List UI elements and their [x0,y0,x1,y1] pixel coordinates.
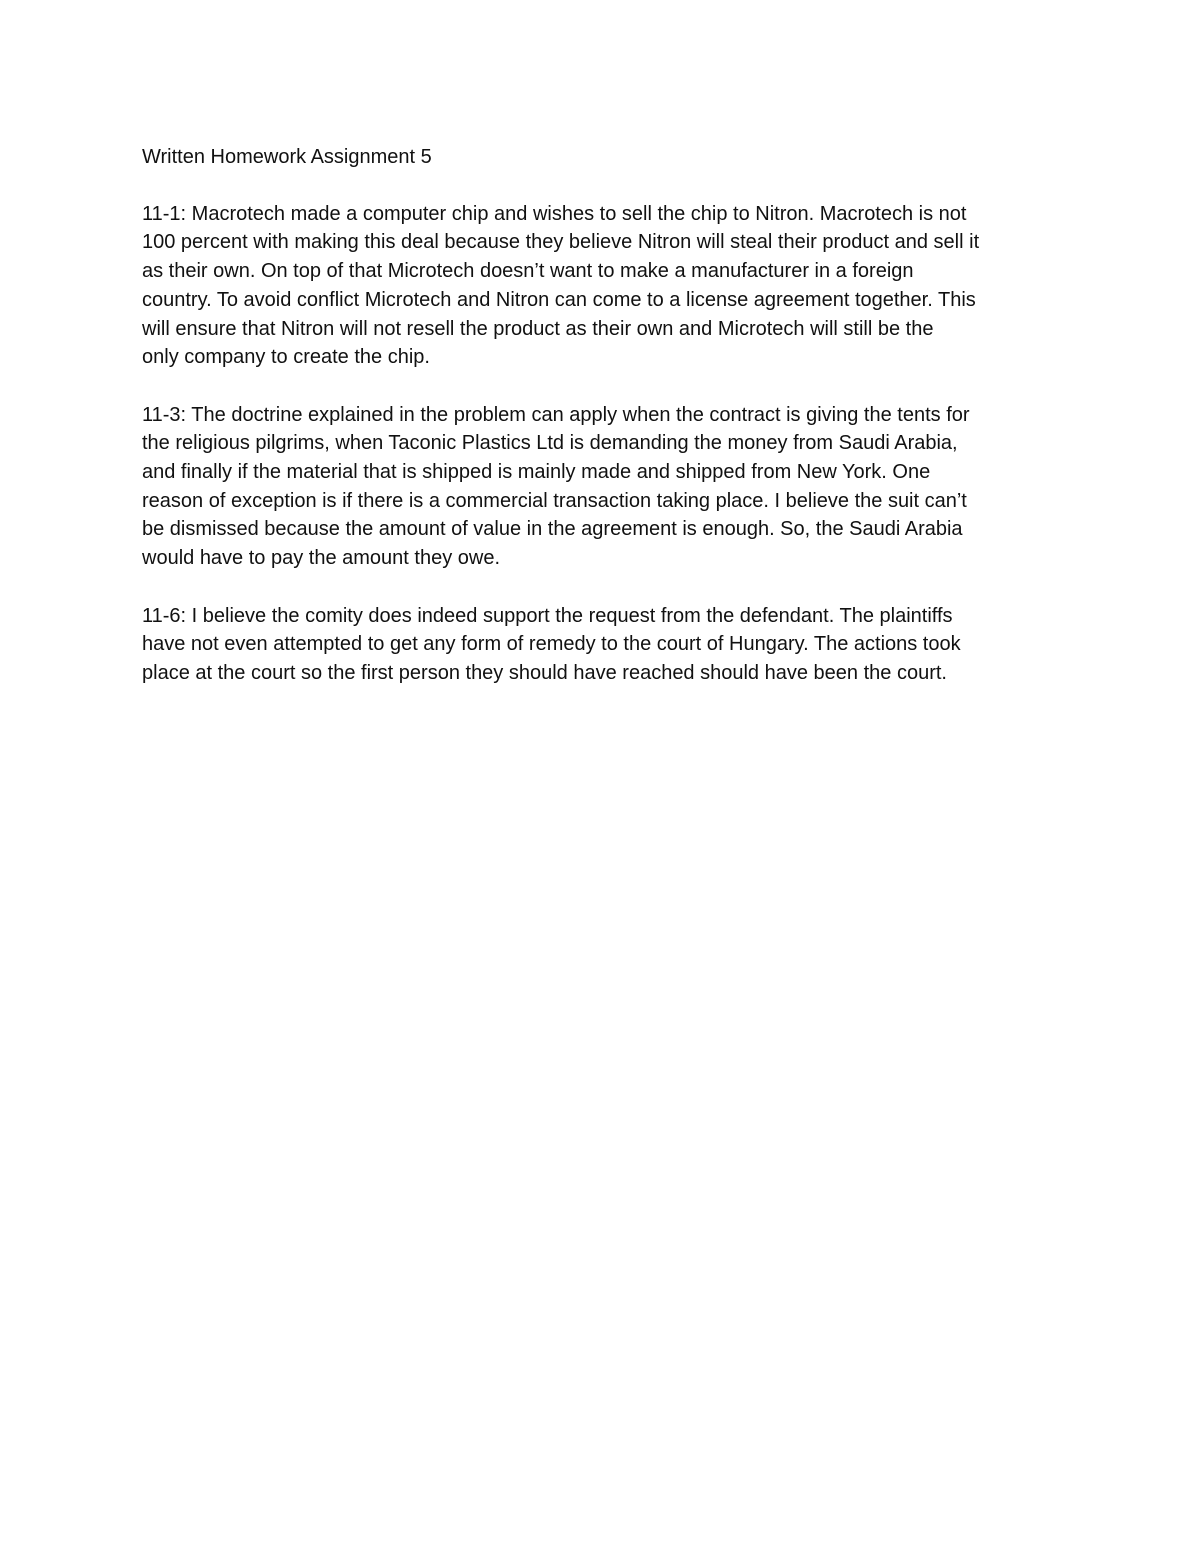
text-line: 11-1: Macrotech made a computer chip and wishes to sell the chip to Nitron. Macrotech is not [142,202,967,225]
text-line: 100 percent with making this deal because they believe Nitron will steal their product and sell it [142,231,980,254]
text-line: only company to create the chip. [142,346,430,369]
text-line: 11-6: I believe the comity does indeed support the request from the defendant. The plaintiffs [142,604,953,627]
text-line: country. To avoid conflict Microtech and Nitron can come to a license agreement together. This [142,288,976,311]
text-line: 11-3: The doctrine explained in the problem can apply when the contract is giving the tents for [142,403,970,426]
text-line: place at the court so the first person they should have reached should have been the court. [142,661,947,684]
document-title: Written Homework Assignment 5 [142,146,432,168]
answer-11-1 [142,200,1072,372]
document-body [142,143,1072,716]
text-line: as their own. On top of that Microtech doesn’t want to make a manufacturer in a foreign [142,260,914,283]
text-line: the religious pilgrims, when Taconic Plastics Ltd is demanding the money from Saudi Arabia, [142,432,958,455]
text-line: be dismissed because the amount of value in the agreement is enough. So, the Saudi Arabia [142,518,963,541]
answer-11-6 [142,602,1072,688]
answer-11-3 [142,401,1072,573]
text-line: and finally if the material that is shipped is mainly made and shipped from New York. One [142,461,931,484]
text-line: would have to pay the amount they owe. [142,547,501,570]
text-line: reason of exception is if there is a commercial transaction taking place. I believe the suit can’t [142,489,967,512]
text-line: will ensure that Nitron will not resell the product as their own and Microtech will still be the [142,317,934,340]
text-line: have not even attempted to get any form of remedy to the court of Hungary. The actions took [142,633,961,656]
